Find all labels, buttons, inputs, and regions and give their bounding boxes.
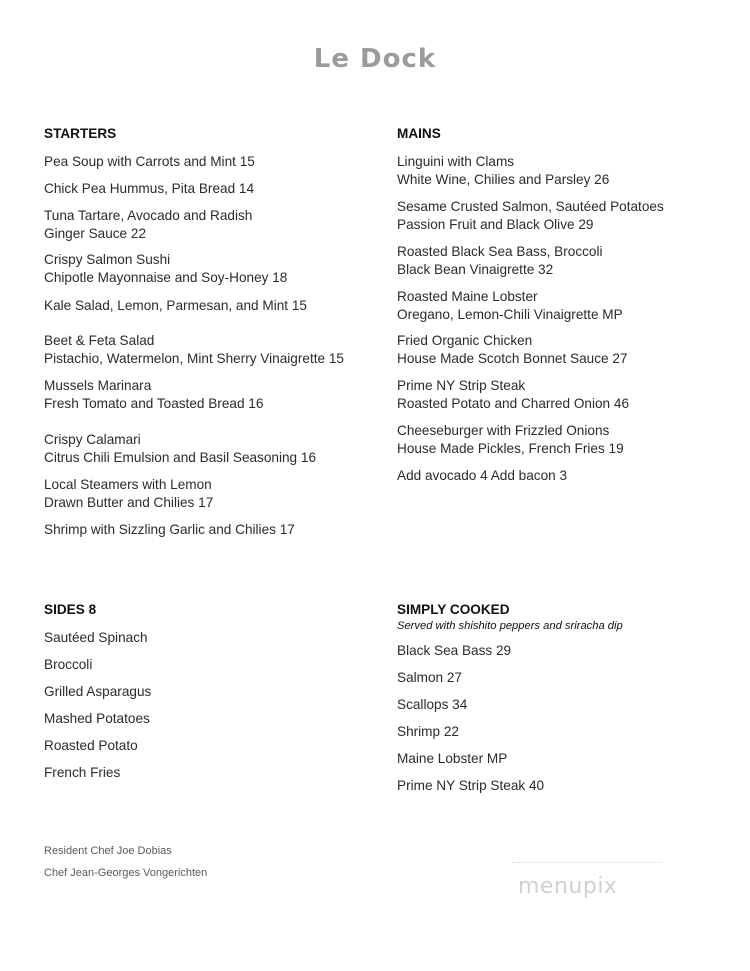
item-line: Local Steamers with Lemon [44, 477, 212, 492]
menu-item [44, 737, 138, 755]
menu-item [397, 332, 628, 368]
item-line: Crispy Calamari [44, 432, 141, 447]
simply-cooked-heading: SIMPLY COOKED [397, 602, 510, 617]
starters-heading: STARTERS [44, 126, 117, 141]
item-line: Tuna Tartare, Avocado and Radish [44, 208, 253, 223]
menu-item [44, 207, 252, 243]
item-line: Mussels Marinara [44, 378, 152, 393]
menu-item [397, 153, 609, 189]
menu-item [44, 297, 307, 315]
item-line: Fried Organic Chicken [397, 333, 533, 348]
menu-item [397, 669, 462, 687]
menu-item [397, 750, 507, 768]
item-line: Roasted Maine Lobster [397, 289, 538, 304]
simply-cooked-subtitle: Served with shishito peppers and sriracha dip [397, 620, 623, 632]
menu-item [397, 723, 459, 741]
item-line: Roasted Potato [44, 738, 138, 753]
item-line: Add avocado 4 Add bacon 3 [397, 468, 568, 483]
item-line: Black Bean Vinaigrette 32 [397, 262, 554, 277]
menu-item [44, 431, 316, 467]
menu-item [397, 288, 623, 324]
item-line: Cheeseburger with Frizzled Onions [397, 423, 610, 438]
item-line: Shrimp with Sizzling Garlic and Chilies 17 [44, 522, 295, 537]
item-line: Prime NY Strip Steak 40 [397, 778, 545, 793]
menu-item [44, 683, 151, 701]
item-line: White Wine, Chilies and Parsley 26 [397, 172, 610, 187]
item-line: Crispy Salmon Sushi [44, 252, 171, 267]
item-line: French Fries [44, 765, 121, 780]
watermark-text: menupix [518, 874, 618, 899]
item-line: Scallops 34 [397, 697, 468, 712]
menu-item [397, 696, 467, 714]
item-line: Linguini with Clams [397, 154, 515, 169]
menu-item [397, 467, 567, 485]
sides-heading: SIDES 8 [44, 602, 97, 617]
item-line: House Made Pickles, French Fries 19 [397, 441, 624, 456]
item-line: Roasted Potato and Charred Onion 46 [397, 396, 630, 411]
item-line: Black Sea Bass 29 [397, 643, 512, 658]
item-line: Maine Lobster MP [397, 751, 508, 766]
menu-item [397, 642, 511, 660]
watermark-rule [512, 862, 662, 863]
menu-item [44, 476, 213, 512]
item-line: Roasted Black Sea Bass, Broccoli [397, 244, 603, 259]
menu-item [44, 629, 148, 647]
menu-item [44, 180, 254, 198]
item-line: Fresh Tomato and Toasted Bread 16 [44, 396, 264, 411]
item-line: Chick Pea Hummus, Pita Bread 14 [44, 181, 255, 196]
resident-chef: Resident Chef Joe Dobias [44, 845, 172, 857]
menu-item [44, 251, 287, 287]
item-line: Kale Salad, Lemon, Parmesan, and Mint 15 [44, 298, 307, 313]
menu-item [397, 198, 664, 234]
item-line: Pistachio, Watermelon, Mint Sherry Vinaigrette 15 [44, 351, 344, 366]
menu-item [397, 777, 544, 795]
item-line: Sesame Crusted Salmon, Sautéed Potatoes [397, 199, 664, 214]
menu-item [44, 656, 92, 674]
menupix-watermark [512, 862, 662, 908]
menu-item [397, 422, 624, 458]
item-line: Ginger Sauce 22 [44, 226, 147, 241]
item-line: Mashed Potatoes [44, 711, 150, 726]
item-line: Broccoli [44, 657, 93, 672]
menu-item [397, 377, 629, 413]
item-line: House Made Scotch Bonnet Sauce 27 [397, 351, 628, 366]
menu-item [44, 377, 263, 413]
item-line: Prime NY Strip Steak [397, 378, 526, 393]
menu-item [44, 332, 344, 368]
item-line: Beet & Feta Salad [44, 333, 155, 348]
item-line: Grilled Asparagus [44, 684, 152, 699]
item-line: Chipotle Mayonnaise and Soy-Honey 18 [44, 270, 288, 285]
item-line: Pea Soup with Carrots and Mint 15 [44, 154, 255, 169]
item-line: Citrus Chili Emulsion and Basil Seasoning 16 [44, 450, 317, 465]
menu-item [44, 764, 120, 782]
menu-item [44, 153, 255, 171]
item-line: Oregano, Lemon-Chili Vinaigrette MP [397, 307, 623, 322]
item-line: Passion Fruit and Black Olive 29 [397, 217, 594, 232]
menu-item [44, 710, 150, 728]
restaurant-title: Le Dock [313, 44, 437, 74]
mains-heading: MAINS [397, 126, 441, 141]
executive-chef: Chef Jean-Georges Vongerichten [44, 867, 208, 879]
menu-item [44, 521, 295, 539]
item-line: Drawn Butter and Chilies 17 [44, 495, 214, 510]
item-line: Salmon 27 [397, 670, 462, 685]
item-line: Sautéed Spinach [44, 630, 148, 645]
menu-item [397, 243, 603, 279]
item-line: Shrimp 22 [397, 724, 459, 739]
